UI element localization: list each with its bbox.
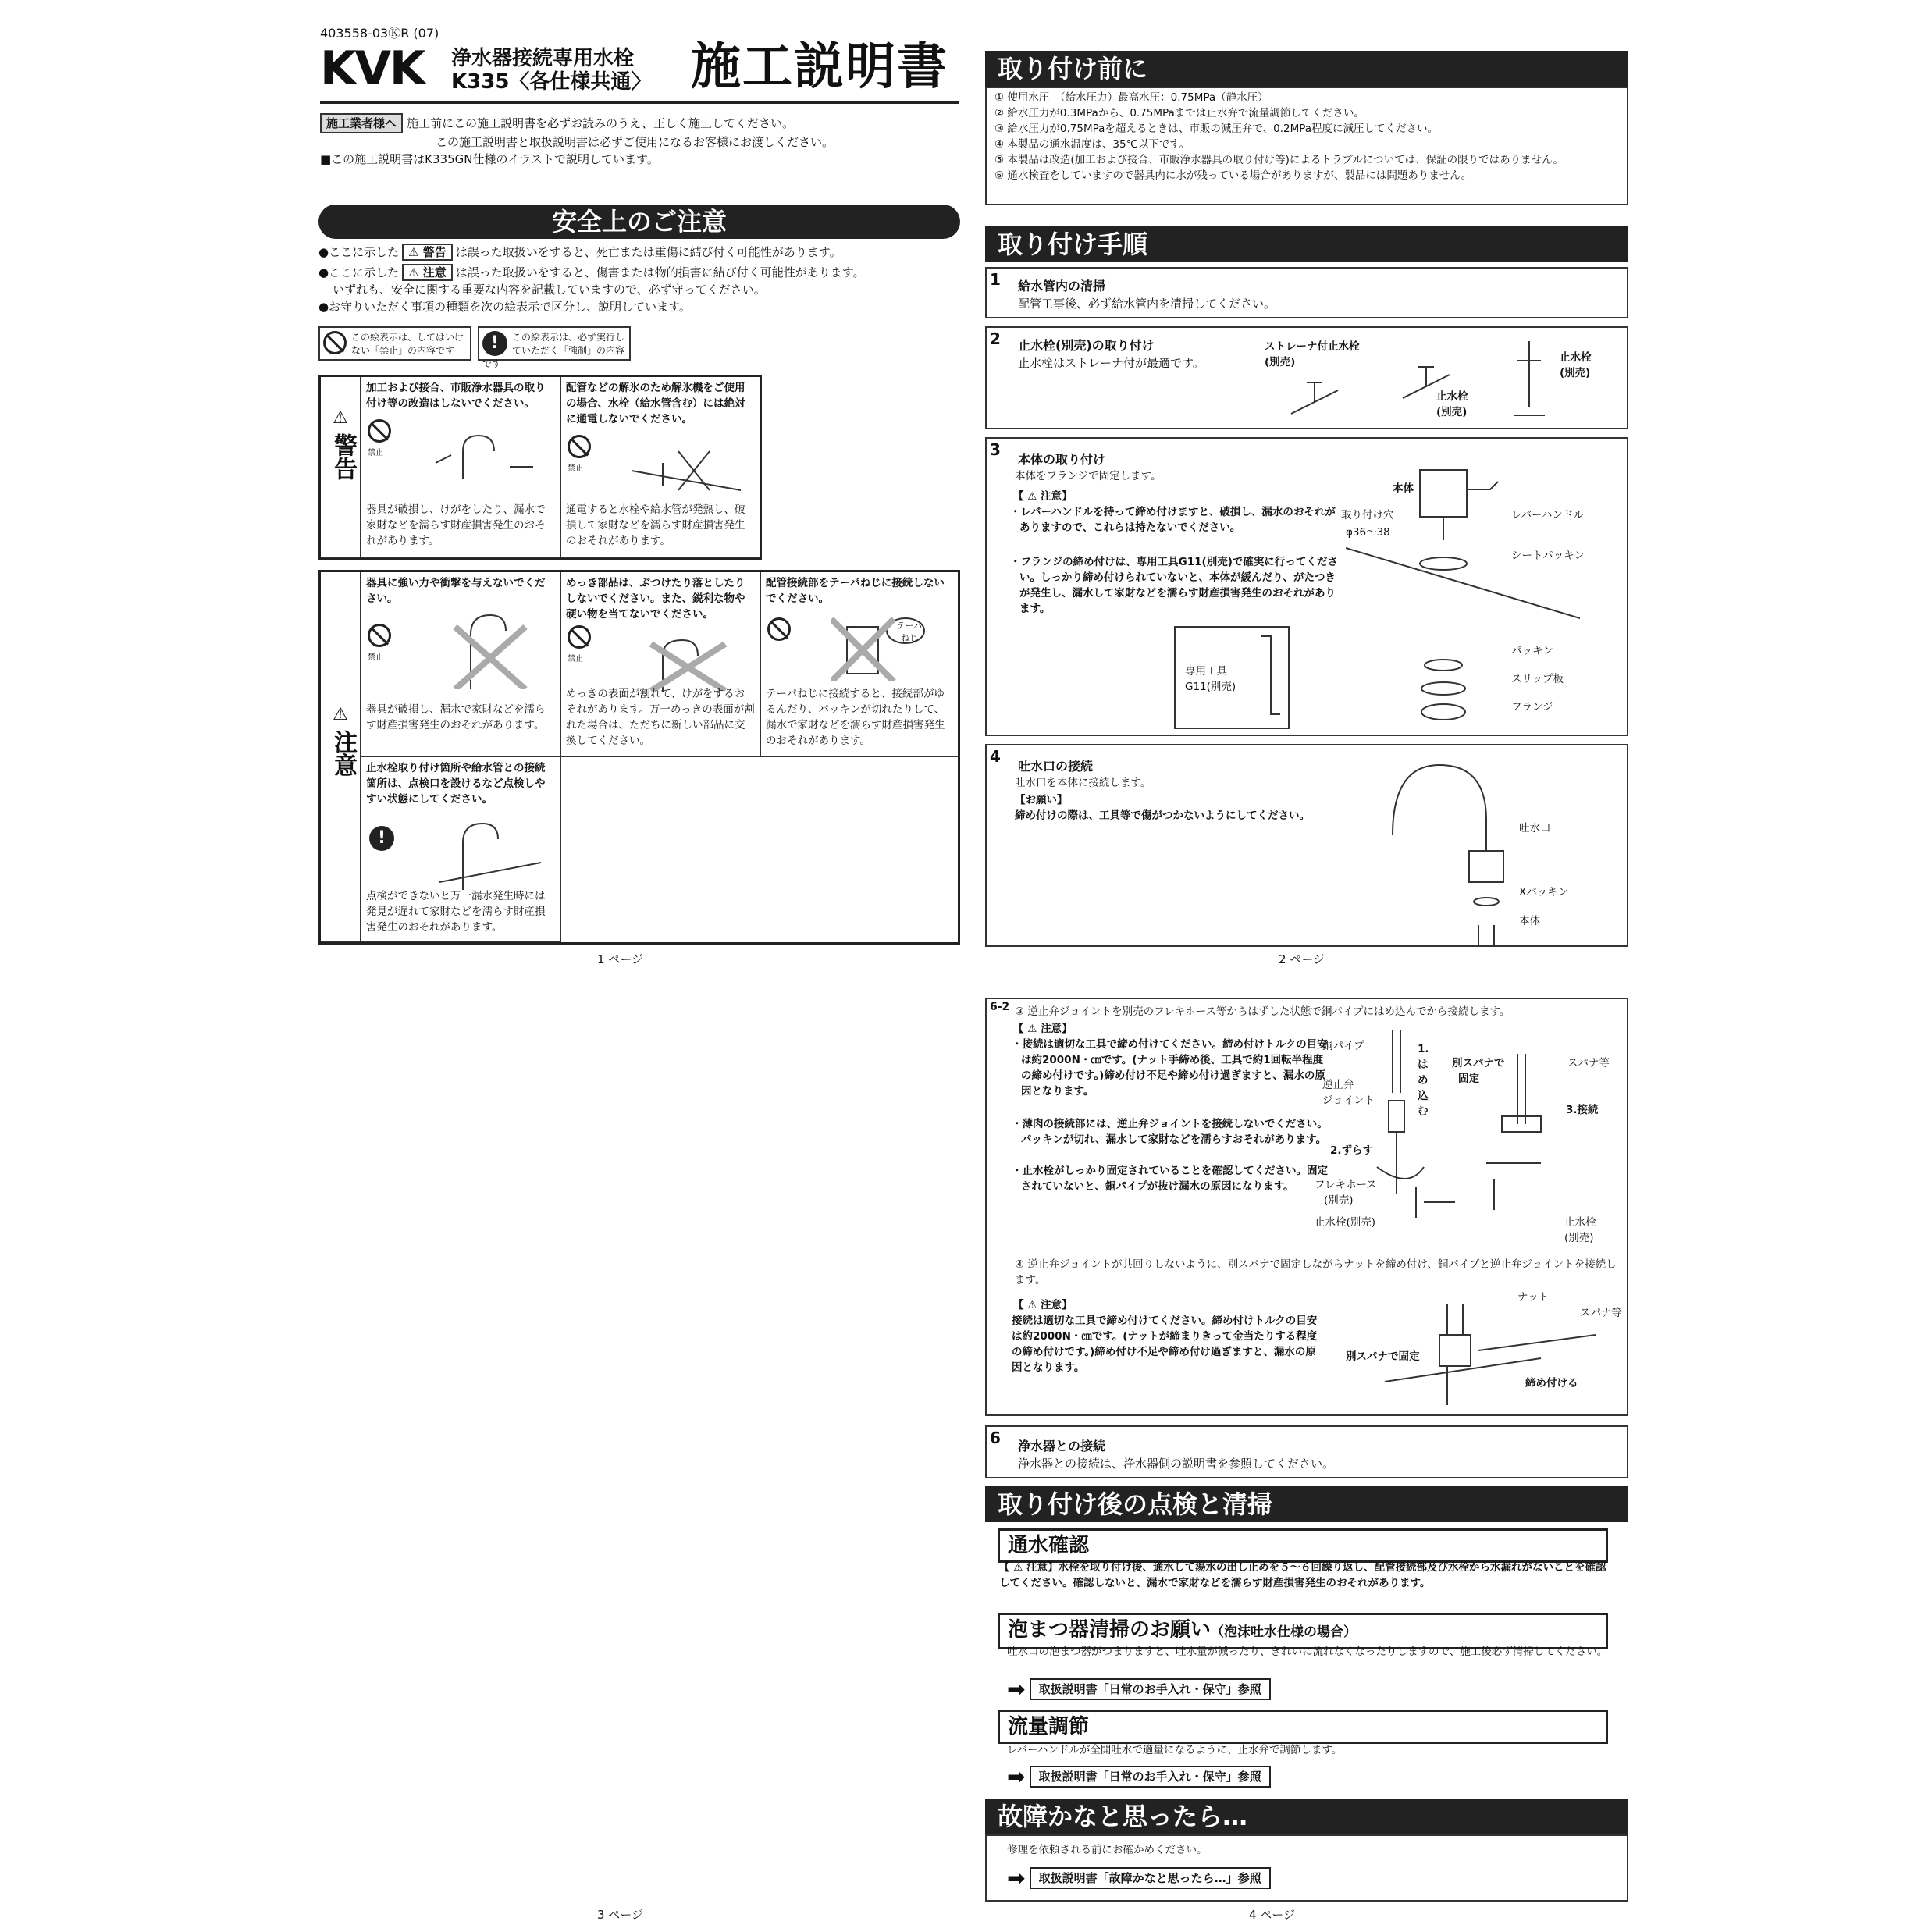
inspection-illustration (439, 820, 541, 890)
procedure-header: 取り付け手順 (985, 226, 1628, 262)
caution-item: めっき部品は、ぶつけたり落としたりしないでください。また、鋭利な物や硬い物を当てないでください。 禁止 めっきの表面が割れて、けがをするおそれがあります。万一めっきの表面が割れた場合は、ただちに新しい部品に交換してください。 (561, 572, 761, 757)
faucet-modify-illustration (432, 432, 549, 479)
after-install-header: 取り付け後の点検と清掃 (985, 1486, 1628, 1522)
flow-title: 流量調節 (998, 1710, 1608, 1744)
step-6-2: 6-2 ③ 逆止弁ジョイントを別売のフレキホース等からはずした状態で銅パイプにはめ込んでから接続します。 【 ⚠ 注意】 ・接続は適切な工具で締め付けてください。締め付けトルクの目安は約2000N・㎝です。(ナット手締め後、工具で約1回転半程度の締め付けです。)締め付け不足や締め付け過ぎますと、漏水の原因となります。 ・薄肉の接続部には、逆止弁ジョイントを接続しないでください。パッキンが切れ、漏水して家財などを濡らすおそれがあります。 ・止水栓がしっかり固定されていることを確認してください。固定されていないと、銅パイプが抜け漏水の原因になります。 銅パイプ 逆止弁 ジョイント 1.はめ込む 2.ずらす 3.接続 別スパナで 固定 スパナ等 フレキホース (別売) 止水栓(別売) 止水栓 (別売) ④ 逆止弁ジョイントが共回りしないように、別スパナで固定しながらナットを締め付け、銅パイプと逆止弁ジョイントを接続します。 【 ⚠ 注意】 接続は適切な工具で締め付けてください。締め付けトルクの目安は約2000N・㎝です。(ナットが締まりきって金当たりする程度の締め付けです。)締め付け不足や締め付け過ぎますと、漏水の原因となります。 ナット スパナ等 別スパナで固定 締め付ける (985, 998, 1628, 1416)
water-check-text: 【 ⚠ 注意】水栓を取り付け後、通水して湯水の出し止めを５～６回繰り返し、配管接続部及び水栓から水漏れがないことを確認してください。確認しないと、漏水で家財などを濡らす財産損害発生のおそれがあります。 (999, 1561, 1606, 1589)
warning-icon: ⚠ (333, 408, 348, 428)
page-number-3: 3 ページ (597, 1908, 644, 1922)
strainer-valve-illustration (1287, 375, 1342, 422)
warning-item: 加工および接合、市販浄水器具の取り付け等の改造はしないでください。 禁止 器具が破損し、けがをしたり、漏水で家財などを濡らす財産損害発生のおそれがあります。 (361, 377, 561, 558)
mandatory-legend: ! この絵表示は、必ず実行していただく「強制」の内容です (478, 326, 631, 361)
before-install-header: 取り付け前に (985, 51, 1628, 87)
trouble-box: 修理を依頼される前にお確かめください。 ➡ 取扱説明書「故障かなと思ったら…」参照 (985, 1834, 1628, 1902)
doc-number: 403558-03ⓀR (07) (320, 26, 439, 41)
step-6: 6 浄水器との接続 浄水器との接続は、浄水器側の説明書を参照してください。 (985, 1425, 1628, 1478)
g11-tool-icon (1254, 632, 1285, 726)
mandatory-icon: ! (482, 331, 507, 356)
body-install-illustration (1346, 447, 1580, 735)
aerator-ref: ➡ 取扱説明書「日常のお手入れ・保守」参照 (1007, 1678, 1271, 1700)
step-1: 1 給水管内の清掃 配管工事後、必ず給水管内を清掃してください。 (985, 267, 1628, 318)
spout-illustration (1377, 749, 1533, 945)
flow-text: レバーハンドルが全開吐水で適量になるように、止水弁で調節します。 (1007, 1744, 1343, 1756)
safety-title: 安全上のご注意 (318, 205, 960, 239)
caution-icon: ⚠ (333, 705, 348, 724)
product-name: 浄水器接続専用水栓 K335〈各仕様共通〉 (451, 47, 652, 94)
page-number-4: 4 ページ (1249, 1908, 1296, 1922)
prohibit-icon (568, 625, 591, 649)
installer-label: 施工業者様へ (320, 113, 403, 133)
step-4: 4 吐水口の接続 吐水口を本体に接続します。 【お願い】 締め付けの際は、工具等で傷がつかないようにしてください。 吐水口 Xパッキン 本体 (985, 744, 1628, 947)
prohibit-icon (368, 419, 391, 443)
mandatory-icon: ! (369, 826, 394, 851)
stop-valve-vertical-illustration (1506, 337, 1553, 423)
prohibit-icon (368, 624, 391, 647)
flow-ref: ➡ 取扱説明書「日常のお手入れ・保守」参照 (1007, 1766, 1271, 1788)
aerator-text: 吐水口の泡まつ器がつまりますと、吐水量が減ったり、きれいに流れなくなったりしますので、施工後必ず清掃してください。 (1007, 1646, 1608, 1658)
trouble-header: 故障かなと思ったら… (985, 1799, 1628, 1834)
thaw-illustration (632, 447, 749, 494)
arrow-icon: ➡ (1007, 1865, 1026, 1891)
step-2: 2 止水栓(別売)の取り付け 止水栓はストレーナ付が最適です。 ストレーナ付止水栓 (別売) 止水栓 (別売) 止水栓 (別売) (985, 326, 1628, 429)
before-install-box: ① 使用水圧 （給水圧力）最高水圧：0.75MPa（静水圧） ② 給水圧力が0.3MPaから、0.75MPaまでは止水弁で流量調節してください。 ③ 給水圧力が0.75MPaを超えるときは、市販の減圧弁で、0.2MPa程度に減圧してください。 ④ 本製品の通水温度は、35℃以下です。 ⑤ 本製品は改造(加工および接合、市販浄水器具の取り付け等)によるトラブルについては、保証の限りではありません。 ⑥ 通水検査をしていますので器具内に水が残っている場合がありますが、製品には問題ありません。 (985, 87, 1628, 205)
page-title: 施工説明書 (691, 38, 948, 96)
caution-item: 配管接続部をテーパねじに接続しないでください。 テーパねじ テーパねじに接続すると、接続部がゆるんだり、パッキンが切れたりして、漏水で家財などを濡らす財産損害発生のおそれがあります。 (761, 572, 958, 757)
special-tool-box: 専用工具 G11(別売) (1174, 626, 1290, 729)
aerator-title: 泡まつ器清掃のお願い（泡沫吐水仕様の場合） (998, 1613, 1608, 1649)
page-number-2: 2 ページ (1279, 952, 1325, 966)
page-number-1: 1 ページ (597, 952, 644, 966)
caution-item: 止水栓取り付け箇所や給水管との接続箇所は、点検口を設けるなど点検しやすい状態にしてください。 ! 点検ができないと万一漏水発生時には発見が遅れて家財などを濡らす財産損害発生のおそれがあります。 (361, 757, 561, 942)
taper-tag: テーパねじ (896, 621, 923, 643)
plating-illustration (647, 636, 733, 691)
header-rule (320, 101, 959, 104)
prohibit-icon (568, 435, 591, 458)
installer-note: 施工業者様へ 施工前にこの施工説明書を必ずお読みのうえ、正しく施工してください。 この施工説明書と取扱説明書は必ずご使用になるお客様にお渡しください。 ■この施工説明書はK335GN仕様のイラストで説明しています。 (320, 113, 968, 168)
impact-illustration (447, 603, 533, 689)
warning-item: 配管などの解氷のため解氷機をご使用の場合、水栓（給水管含む）には絶対に通電しないでください。 禁止 通電すると水栓や給水管が発熱し、破損して家財などを濡らす財産損害発生のおそれがあります。 (561, 377, 760, 558)
brand-logo: KVK (320, 41, 425, 96)
prohibit-legend: この絵表示は、してはいけない「禁止」の内容です (318, 326, 471, 361)
arrow-icon: ➡ (1007, 1763, 1026, 1790)
step-3: 3 本体の取り付け 本体をフランジで固定します。 【 ⚠ 注意】 ・レバーハンドルを持って締め付けますと、破損し、漏水のおそれがありますので、これらは持たないでください。 ・フランジの締め付けは、専用工具G11(別売)で確実に行ってください。しっかり締め付けられていないと、本体が緩んだり、がたつきが発生し、漏水して家財などを濡らす財産損害発生のおそれがあります。 専用工具 G11(別売) 本体 取り付け穴 φ36〜38 レバーハンドル シートパッキン パッキン スリップ板 フランジ (985, 437, 1628, 736)
warning-table: ⚠ 警告 加工および接合、市販浄水器具の取り付け等の改造はしないでください。 禁止 器具が破損し、けがをしたり、漏水で家財などを濡らす財産損害発生のおそれがあります。 配管などの解氷のため解氷機をご使用の場合、水栓（給水管含む）には絶対に通電しないでください。 禁止 通電すると水栓や給水管が発熱し、破損して家財などを濡らす財産損害発生のおそれがあります。 (318, 375, 762, 560)
arrow-icon: ➡ (1007, 1676, 1026, 1703)
water-check-title: 通水確認 (998, 1528, 1608, 1563)
prohibit-icon (767, 617, 791, 641)
caution-item: 器具に強い力や衝撃を与えないでください。 禁止 器具が破損し、漏水で家財などを濡らす財産損害発生のおそれがあります。 (361, 572, 561, 757)
safety-intro: ●ここに示した ⚠ 警告 は誤った取扱いをすると、死亡または重傷に結び付く可能性があります。 ●ここに示した ⚠ 注意 は誤った取扱いをすると、傷害または物的損害に結び付く可能性があります。 いずれも、安全に関する重要な内容を記載していますので、必ず守ってください。 ●お守りいただく事項の種類を次の絵表示で区分し、説明しています。 (318, 245, 865, 314)
caution-table: ⚠ 注意 器具に強い力や衝撃を与えないでください。 禁止 器具が破損し、漏水で家財などを濡らす財産損害発生のおそれがあります。 めっき部品は、ぶつけたり落としたりしないでください。また、鋭利な物や硬い物を当てないでください。 禁止 めっきの表面が割れて、けがをするおそれがあります。万一めっきの表面が割れた場合は、ただちに新しい部品に交換してください。 配管接続部をテーパねじに接続しないでください。 テーパねじ テーパねじに接続すると、接続部がゆるんだり、パッキンが切れたりして、漏水で家財などを濡らす財産損害発生のおそれがあります。 止水栓取り付け箇所や給水管との接続箇所は、点検口を設けるなど点検しやすい状態にしてください。 ! 点検ができないと万一漏水発生時には発見が遅れて家財などを濡らす財産損害発生のおそれがあります。 (318, 570, 960, 945)
prohibit-icon (323, 331, 347, 354)
